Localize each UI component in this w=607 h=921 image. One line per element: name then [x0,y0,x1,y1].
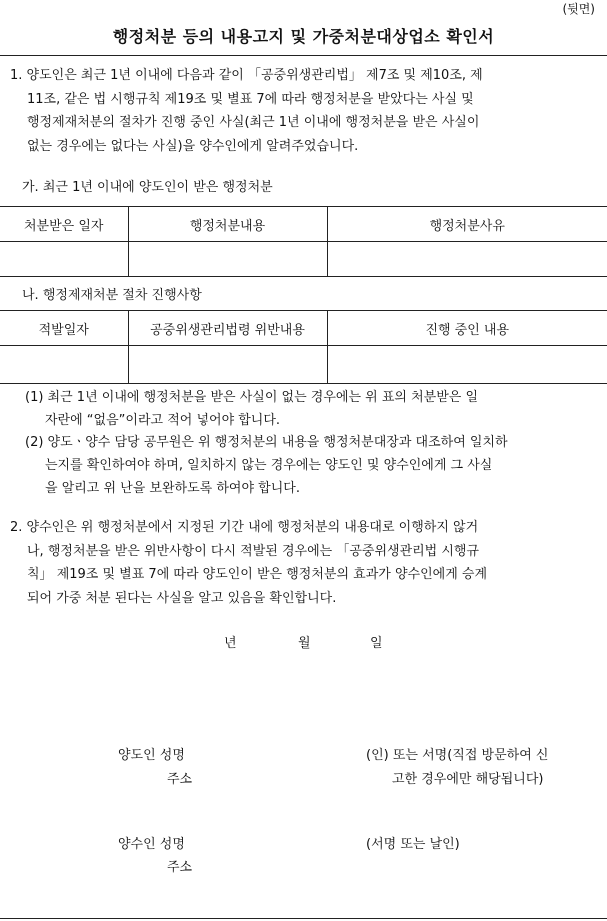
note-1 [25,386,590,432]
date-month-label: 월 [298,636,311,651]
section-2-paragraph [10,516,595,610]
section-2-line-2: 나, 행정처분을 받은 위반사항이 다시 적발된 경우에는 「공중위생관리법 시행규 [27,543,480,559]
cell-in-progress-content[interactable] [327,346,607,384]
note-2-line-2: 는지를 확인하여야 하며, 일치하지 않는 경우에는 양도인 및 양수인에게 그 사실 [45,458,493,473]
transferee-address-label: 주소 [167,860,193,875]
header-violation-content: 공중위생관리법령 위반내용 [128,311,327,346]
date-day-label: 일 [370,636,383,651]
cell-disposition-reason[interactable] [327,242,607,277]
transferor-sign-line-1: (인) 또는 서명(직접 방문하여 신 [366,748,549,763]
transferee-signature[interactable]: (서명 또는 날인) [366,837,460,852]
transferee-name-label: 양수인 성명 [118,837,185,852]
section-1-paragraph [10,64,595,158]
note-1-line-1: (1) 최근 1년 이내에 행정처분을 받은 사실이 없는 경우에는 위 표의 처분받은 일 [25,390,479,405]
subsection-b-heading: 나. 행정제재처분 절차 진행사항 [22,288,202,303]
disposition-table [0,206,607,277]
note-2-line-1: (2) 양도ㆍ양수 담당 공무원은 위 행정처분의 내용을 행정처분대장과 대조하여 일치하 [25,435,508,450]
cell-violation-content[interactable] [128,346,327,384]
date-line [0,632,607,652]
section-2-line-3: 칙」 제19조 및 별표 7에 따라 양도인이 받은 행정처분의 효과가 양수인에게 승계 [27,567,488,582]
transferor-signature[interactable] [366,744,596,792]
cell-disposition-content[interactable] [128,242,327,277]
cell-disposition-date[interactable] [0,242,128,277]
document-title: 행정처분 등의 내용고지 및 가중처분대상업소 확인서 [112,27,495,46]
section-2-line-4: 되어 가중 처분 된다는 사실을 알고 있음을 확인합니다. [27,590,337,606]
section-1-line-2: 11조, 같은 법 시행규칙 제19조 및 별표 7에 따라 행정처분을 받았다는 사실 및 [27,91,474,107]
transferor-name-label: 양도인 성명 [118,748,185,763]
header-disposition-date: 처분받은 일자 [0,207,128,242]
section-2-line-1: 2. 양수인은 위 행정처분에서 지정된 기간 내에 행정처분의 내용대로 이행하지 않거 [10,520,479,535]
note-1-line-2: 자란에 “없음”이라고 적어 넣어야 합니다. [45,413,281,428]
note-2-line-3: 을 알리고 위 난을 보완하도록 하여야 합니다. [45,481,300,496]
bottom-divider [0,918,607,919]
header-in-progress-content: 진행 중인 내용 [327,311,607,346]
note-2 [25,431,590,500]
title-divider [0,55,607,56]
back-side-label: (뒷면) [562,2,595,16]
transferor-sign-line-2: 고한 경우에만 해당됩니다) [392,772,544,787]
sanction-procedure-table [0,310,607,384]
header-disposition-reason: 행정처분사유 [327,207,607,242]
date-year-label: 년 [224,636,237,651]
section-1-line-1: 1. 양도인은 최근 1년 이내에 다음과 같이 「공중위생관리법」 제7조 및 제10조, 제 [10,68,483,83]
transferor-address-label: 주소 [167,772,193,787]
section-1-line-4: 없는 경우에는 없다는 사실)을 양수인에게 알려주었습니다. [27,138,359,154]
header-disposition-content: 행정처분내용 [128,207,327,242]
section-1-line-3: 행정제재처분의 절차가 진행 중인 사실(최근 1년 이내에 행정처분을 받은 사실이 [27,115,480,130]
subsection-a-heading: 가. 최근 1년 이내에 양도인이 받은 행정처분 [22,180,273,195]
header-detection-date: 적발일자 [0,311,128,346]
cell-detection-date[interactable] [0,346,128,384]
